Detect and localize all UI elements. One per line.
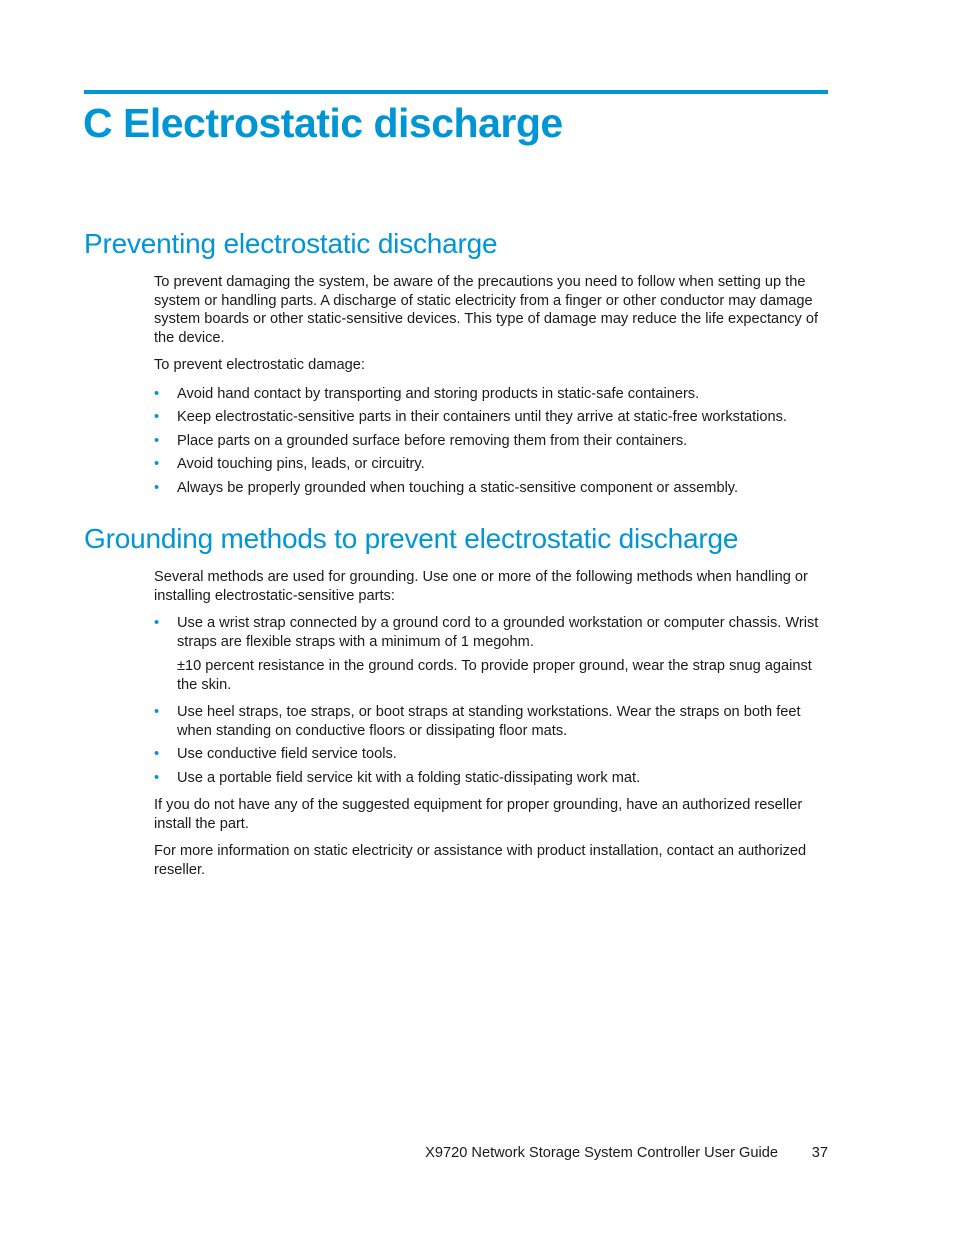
bullet-dot: • [154, 704, 160, 720]
list-item: • Avoid touching pins, leads, or circuitry. [154, 456, 425, 472]
bullet-dot: • [154, 432, 160, 449]
list-item: • Use a wrist strap connected by a ground cord to a grounded workstation or computer chassis. Wrist straps are flexible straps with a minimum of 1 megohm. ±10 percent resistance in the ground cords. To provide proper ground, wear the strap snug against the skin. [154, 614, 830, 694]
list-item: • Avoid hand contact by transporting and storing products in static-safe containers. [154, 385, 700, 402]
list-item: • Always be properly grounded when touching a static-sensitive component or assembly. [154, 479, 739, 496]
bullet-dot: • [154, 769, 160, 786]
chapter-title: C Electrostatic discharge [83, 100, 563, 146]
bullet-list-precautions [154, 385, 830, 498]
paragraph-reseller: If you do not have any of the suggested equipment for proper grounding, have an authorized reseller install the part. [154, 797, 803, 832]
section-heading-preventing: Preventing electrostatic discharge [84, 228, 498, 259]
bullet-dot: • [154, 409, 160, 425]
list-item: • Use conductive field service tools. [154, 746, 397, 762]
section-heading-grounding: Grounding methods to prevent electrostatic discharge [84, 523, 739, 554]
bullet-dot: • [154, 456, 160, 472]
bullet-dot: • [154, 746, 160, 762]
footer-guide-title: X9720 Network Storage System Controller User Guide [425, 1145, 778, 1161]
section-grounding-body [154, 568, 830, 879]
chapter-top-rule [84, 90, 828, 94]
bullet-dot: • [154, 385, 160, 402]
paragraph-intro: To prevent damaging the system, be aware of the precautions you need to follow when setting up the system or handling parts. A discharge of static electricity from a finger or other conductor may damage system boards or other static-sensitive devices. This type of damage may reduce the life expectancy of the device. [154, 274, 819, 346]
bullet-dot: • [154, 615, 160, 631]
list-item: • Use heel straps, toe straps, or boot straps at standing workstations. Wear the straps on both feet when standing on conductive floors or dissipating floor mats. [154, 704, 801, 739]
bullet-dot: • [154, 479, 160, 496]
list-item: • Use a portable field service kit with a folding static-dissipating work mat. [154, 769, 641, 786]
paragraph-more-info: For more information on static electricity or assistance with product installation, contact an authorized reseller. [154, 843, 807, 878]
bullet-continuation: ±10 percent resistance in the ground cords. To provide proper ground, wear the strap snug against the skin. [177, 658, 812, 693]
section-preventing-body [154, 273, 830, 497]
bullet-list-grounding [154, 614, 830, 787]
paragraph-lead: To prevent electrostatic damage: [154, 357, 365, 373]
list-item: • Keep electrostatic-sensitive parts in their containers until they arrive at static-free workstations. [154, 409, 787, 425]
page-number: 37 [811, 1145, 828, 1161]
paragraph-intro: Several methods are used for grounding. Use one or more of the following methods when handling or installing electrostatic-sensitive parts: [154, 569, 808, 604]
list-item: • Place parts on a grounded surface before removing them from their containers. [154, 432, 688, 449]
